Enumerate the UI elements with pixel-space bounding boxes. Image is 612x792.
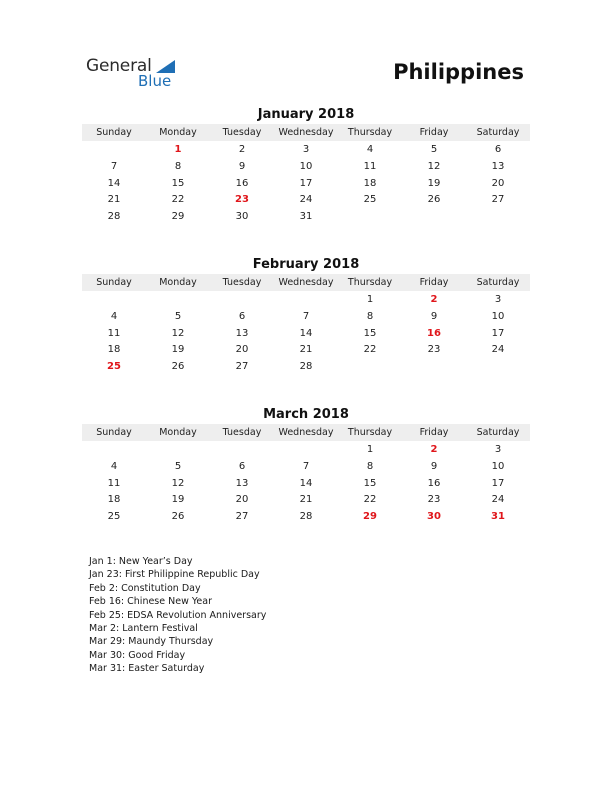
generalblue-logo <box>86 56 186 92</box>
week-row <box>82 326 530 343</box>
day-cell: 5 <box>174 310 182 322</box>
empty-day-cell <box>82 442 146 459</box>
day-cell: 22 <box>363 494 377 506</box>
day-cell: 26 <box>171 361 185 373</box>
holiday-day-cell: 30 <box>427 511 441 523</box>
day-cell: 22 <box>363 344 377 356</box>
day-cell: 1 <box>366 444 374 455</box>
day-cell: 1 <box>366 294 374 305</box>
day-cell: 8 <box>366 460 374 472</box>
weekday-label: Friday <box>419 427 449 438</box>
weekday-label: Wednesday <box>278 427 334 438</box>
month-title: March 2018 <box>263 407 349 422</box>
empty-day-cell <box>82 142 146 159</box>
week-row <box>82 342 530 359</box>
weekday-label: Wednesday <box>278 277 334 288</box>
weekday-label: Tuesday <box>222 277 262 288</box>
month-title: February 2018 <box>252 257 360 272</box>
day-cell: 21 <box>299 494 313 506</box>
month-january <box>82 106 530 226</box>
day-cell: 11 <box>107 477 121 489</box>
day-cell: 8 <box>174 160 182 172</box>
holiday-entry: Feb 25: EDSA Revolution Anniversary <box>89 609 267 621</box>
day-cell: 27 <box>235 511 249 523</box>
week-row <box>82 492 530 509</box>
day-cell: 19 <box>171 344 185 356</box>
day-cell: 21 <box>107 194 121 206</box>
empty-day-cell <box>466 209 530 226</box>
weekday-header <box>82 424 530 441</box>
day-cell: 6 <box>238 310 246 322</box>
day-cell: 22 <box>171 194 185 206</box>
week-row <box>82 509 530 526</box>
day-cell: 12 <box>171 327 185 339</box>
day-cell: 16 <box>427 477 441 489</box>
month-march <box>82 406 530 526</box>
day-cell: 14 <box>107 177 121 189</box>
empty-day-cell <box>274 292 338 309</box>
day-cell: 23 <box>427 494 441 506</box>
day-cell: 26 <box>171 511 185 523</box>
weekday-label: Monday <box>159 427 197 438</box>
week-row <box>82 159 530 176</box>
day-cell: 21 <box>299 344 313 356</box>
weekday-label: Tuesday <box>222 127 262 138</box>
day-cell: 28 <box>299 361 313 373</box>
day-cell: 10 <box>299 160 313 172</box>
week-row <box>82 142 530 159</box>
day-cell: 9 <box>430 460 438 472</box>
day-cell: 9 <box>238 160 246 172</box>
weekday-label: Sunday <box>96 277 132 288</box>
day-cell: 15 <box>171 177 185 189</box>
weekday-header <box>82 124 530 141</box>
day-cell: 15 <box>363 477 377 489</box>
holiday-list <box>89 555 266 676</box>
day-cell: 12 <box>171 477 185 489</box>
holiday-entry: Mar 31: Easter Saturday <box>89 663 205 675</box>
empty-day-cell <box>402 359 466 376</box>
holiday-day-cell: 2 <box>430 444 438 455</box>
day-cell: 27 <box>235 361 249 373</box>
day-cell: 24 <box>491 494 505 506</box>
holiday-day-cell: 25 <box>107 361 121 373</box>
month-title: January 2018 <box>257 107 355 122</box>
holiday-entry: Mar 2: Lantern Festival <box>89 623 198 635</box>
weekday-label: Tuesday <box>222 427 262 438</box>
day-cell: 7 <box>302 460 310 472</box>
day-cell: 24 <box>491 344 505 356</box>
holiday-entry: Mar 30: Good Friday <box>89 649 186 661</box>
empty-day-cell <box>82 292 146 309</box>
day-cell: 5 <box>174 460 182 472</box>
holiday-day-cell: 31 <box>491 511 505 523</box>
holiday-day-cell: 1 <box>174 144 182 155</box>
day-cell: 23 <box>427 344 441 356</box>
week-row <box>82 309 530 326</box>
empty-day-cell <box>338 209 402 226</box>
day-cell: 31 <box>299 211 313 223</box>
weekday-label: Thursday <box>347 427 393 438</box>
week-row <box>82 209 530 226</box>
day-cell: 18 <box>107 494 121 506</box>
weekday-label: Thursday <box>347 127 393 138</box>
day-cell: 20 <box>235 494 249 506</box>
week-row <box>82 292 530 309</box>
day-cell: 27 <box>491 194 505 206</box>
day-cell: 17 <box>299 177 313 189</box>
day-cell: 3 <box>494 444 502 455</box>
week-row <box>82 359 530 376</box>
day-cell: 7 <box>110 160 118 172</box>
weekday-label: Friday <box>419 127 449 138</box>
day-cell: 6 <box>238 460 246 472</box>
logo-text-general: General <box>86 56 152 76</box>
day-cell: 19 <box>427 177 441 189</box>
holiday-entry: Feb 16: Chinese New Year <box>89 596 212 608</box>
day-cell: 10 <box>491 310 505 322</box>
holiday-day-cell: 2 <box>430 294 438 305</box>
day-cell: 13 <box>235 327 249 339</box>
day-cell: 4 <box>110 310 118 322</box>
day-cell: 18 <box>363 177 377 189</box>
week-row <box>82 442 530 459</box>
holiday-day-cell: 23 <box>235 194 249 206</box>
weekday-label: Saturday <box>476 427 520 438</box>
day-cell: 17 <box>491 477 505 489</box>
day-cell: 2 <box>238 144 246 155</box>
day-cell: 26 <box>427 194 441 206</box>
day-cell: 29 <box>171 211 185 223</box>
day-cell: 4 <box>110 460 118 472</box>
month-february <box>82 256 530 376</box>
weekday-label: Sunday <box>96 127 132 138</box>
week-row <box>82 192 530 209</box>
day-cell: 18 <box>107 344 121 356</box>
holiday-entry: Jan 1: New Year’s Day <box>89 556 193 567</box>
day-cell: 5 <box>430 144 438 155</box>
day-cell: 3 <box>494 294 502 305</box>
month-grid <box>82 142 530 226</box>
day-cell: 10 <box>491 460 505 472</box>
day-cell: 13 <box>235 477 249 489</box>
holiday-day-cell: 29 <box>363 511 377 523</box>
day-cell: 7 <box>302 310 310 322</box>
weekday-label: Monday <box>159 277 197 288</box>
day-cell: 25 <box>363 194 377 206</box>
holiday-entry: Mar 29: Maundy Thursday <box>89 636 214 648</box>
day-cell: 8 <box>366 310 374 322</box>
day-cell: 30 <box>235 211 249 223</box>
day-cell: 17 <box>491 327 505 339</box>
day-cell: 9 <box>430 310 438 322</box>
week-row <box>82 476 530 493</box>
holiday-entry: Jan 23: First Philippine Republic Day <box>89 569 260 581</box>
weekday-label: Saturday <box>476 277 520 288</box>
holiday-day-cell: 16 <box>427 327 441 339</box>
day-cell: 19 <box>171 494 185 506</box>
holiday-entry: Feb 2: Constitution Day <box>89 582 201 594</box>
month-grid <box>82 442 530 526</box>
weekday-label: Monday <box>159 127 197 138</box>
day-cell: 6 <box>494 144 502 155</box>
empty-day-cell <box>338 359 402 376</box>
day-cell: 28 <box>107 211 121 223</box>
day-cell: 12 <box>427 160 441 172</box>
weekday-header <box>82 274 530 291</box>
week-row <box>82 459 530 476</box>
day-cell: 25 <box>107 511 121 523</box>
day-cell: 11 <box>363 160 377 172</box>
day-cell: 24 <box>299 194 313 206</box>
day-cell: 3 <box>302 144 310 155</box>
empty-day-cell <box>210 292 274 309</box>
empty-day-cell <box>210 442 274 459</box>
day-cell: 4 <box>366 144 374 155</box>
empty-day-cell <box>146 292 210 309</box>
country-title: Philippines <box>393 60 524 84</box>
day-cell: 20 <box>491 177 505 189</box>
day-cell: 14 <box>299 477 313 489</box>
weekday-label: Friday <box>419 277 449 288</box>
weekday-label: Saturday <box>476 127 520 138</box>
day-cell: 28 <box>299 511 313 523</box>
day-cell: 14 <box>299 327 313 339</box>
day-cell: 20 <box>235 344 249 356</box>
week-row <box>82 176 530 193</box>
weekday-label: Wednesday <box>278 127 334 138</box>
empty-day-cell <box>274 442 338 459</box>
day-cell: 16 <box>235 177 249 189</box>
month-grid <box>82 292 530 376</box>
logo-text-blue: Blue <box>138 72 172 90</box>
weekday-label: Sunday <box>96 427 132 438</box>
empty-day-cell <box>466 359 530 376</box>
empty-day-cell <box>146 442 210 459</box>
weekday-label: Thursday <box>347 277 393 288</box>
day-cell: 11 <box>107 327 121 339</box>
day-cell: 15 <box>363 327 377 339</box>
empty-day-cell <box>402 209 466 226</box>
day-cell: 13 <box>491 160 505 172</box>
